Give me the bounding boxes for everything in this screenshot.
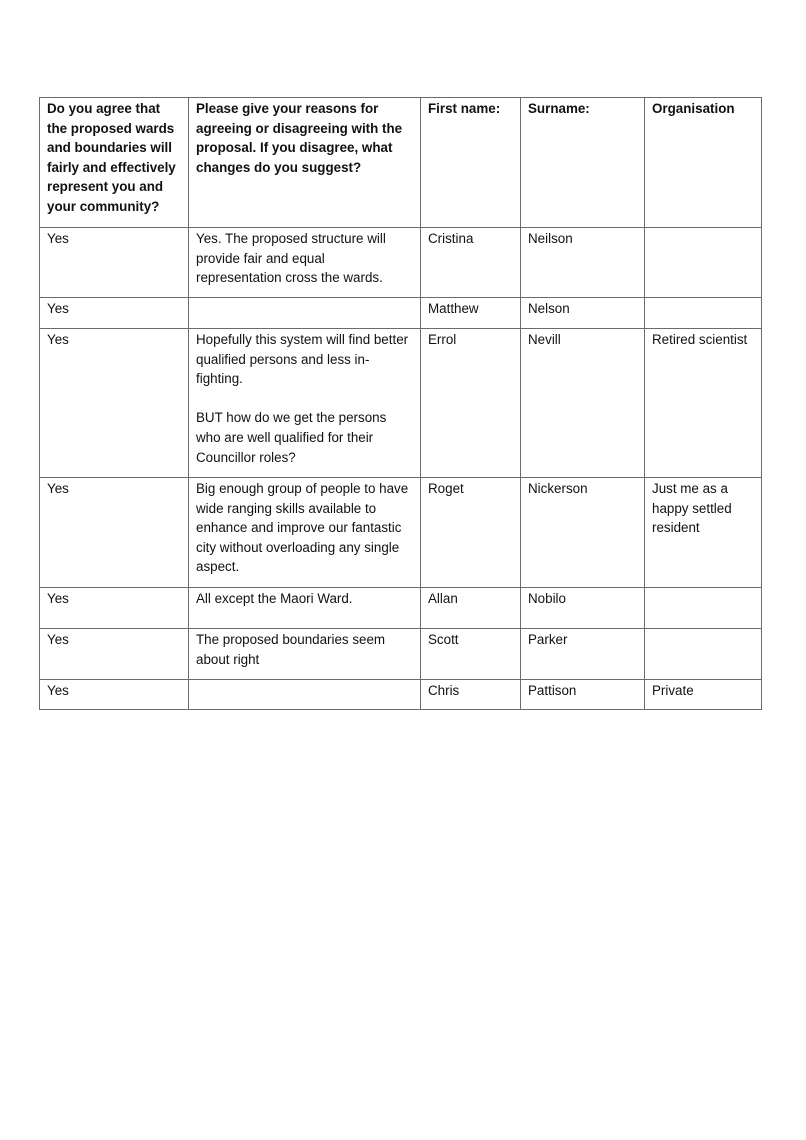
cell-reasons [189, 329, 421, 478]
table-row [40, 228, 762, 298]
table-row [40, 588, 762, 629]
cell-first-name [421, 228, 521, 298]
cell-organisation [645, 298, 762, 329]
header-organisation: Organisation [645, 98, 762, 228]
agree-text: Yes [47, 231, 69, 246]
surname-text: Nobilo [528, 591, 566, 606]
table-header-row [40, 98, 762, 228]
cell-first-name [421, 680, 521, 710]
first-name-text: Scott [428, 632, 459, 647]
surname-text: Nelson [528, 301, 570, 316]
table-row [40, 629, 762, 680]
cell-agree [40, 629, 189, 680]
cell-first-name [421, 329, 521, 478]
cell-agree [40, 298, 189, 329]
first-name-text: Allan [428, 591, 458, 606]
reasons-text: Yes. The proposed structure will provide fair and equal representation cross the wards. [196, 231, 386, 286]
header-surname: Surname: [521, 98, 645, 228]
cell-reasons [189, 228, 421, 298]
cell-first-name [421, 629, 521, 680]
cell-agree [40, 228, 189, 298]
cell-agree [40, 588, 189, 629]
surname-text: Parker [528, 632, 568, 647]
first-name-text: Chris [428, 683, 460, 698]
table-row [40, 478, 762, 588]
cell-organisation [645, 680, 762, 710]
agree-text: Yes [47, 481, 69, 496]
cell-reasons [189, 298, 421, 329]
table-row [40, 329, 762, 478]
cell-reasons [189, 680, 421, 710]
organisation-text: Private [652, 683, 694, 698]
cell-surname [521, 298, 645, 329]
table-row [40, 680, 762, 710]
cell-first-name [421, 298, 521, 329]
agree-text: Yes [47, 332, 69, 347]
cell-reasons [189, 588, 421, 629]
cell-organisation [645, 329, 762, 478]
cell-organisation [645, 228, 762, 298]
header-reasons: Please give your reasons for agreeing or disagreeing with the proposal. If you disagree, what changes do you suggest? [189, 98, 421, 228]
agree-text: Yes [47, 683, 69, 698]
cell-surname [521, 478, 645, 588]
cell-first-name [421, 478, 521, 588]
cell-organisation [645, 588, 762, 629]
header-first-name: First name: [421, 98, 521, 228]
agree-text: Yes [47, 591, 69, 606]
first-name-text: Cristina [428, 231, 474, 246]
cell-reasons [189, 478, 421, 588]
cell-organisation [645, 478, 762, 588]
surname-text: Nickerson [528, 481, 588, 496]
cell-agree [40, 329, 189, 478]
cell-organisation [645, 629, 762, 680]
first-name-text: Errol [428, 332, 457, 347]
surname-text: Pattison [528, 683, 577, 698]
surname-text: Neilson [528, 231, 573, 246]
header-agree: Do you agree that the proposed wards and boundaries will fairly and effectively represent you and your community? [40, 98, 189, 228]
cell-agree [40, 680, 189, 710]
cell-surname [521, 588, 645, 629]
reasons-text: All except the Maori Ward. [196, 591, 353, 606]
cell-first-name [421, 588, 521, 629]
cell-surname [521, 329, 645, 478]
cell-reasons [189, 629, 421, 680]
cell-surname [521, 680, 645, 710]
reasons-text: The proposed boundaries seem about right [196, 632, 386, 667]
cell-surname [521, 228, 645, 298]
organisation-text: Just me as a happy settled resident [652, 481, 732, 536]
table-row [40, 298, 762, 329]
first-name-text: Matthew [428, 301, 479, 316]
reasons-text: Hopefully this system will find better qualified persons and less in-fighting. BUT how do we get the persons who are well qualified for their Councillor roles? [196, 332, 409, 465]
submissions-table [39, 97, 762, 710]
surname-text: Nevill [528, 332, 561, 347]
agree-text: Yes [47, 632, 69, 647]
organisation-text: Retired scientist [652, 332, 748, 347]
reasons-text: Big enough group of people to have wide ranging skills available to enhance and improve our fantastic city without overloading any single aspect. [196, 481, 409, 575]
cell-surname [521, 629, 645, 680]
agree-text: Yes [47, 301, 69, 316]
cell-agree [40, 478, 189, 588]
first-name-text: Roget [428, 481, 464, 496]
